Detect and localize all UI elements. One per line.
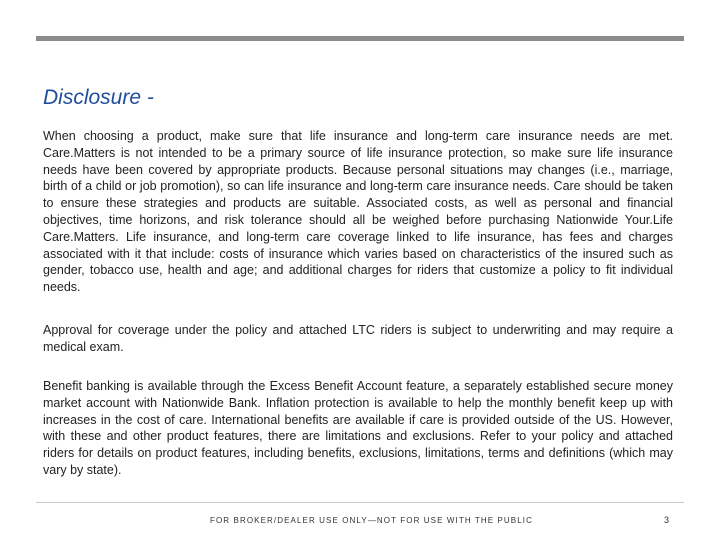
footer-disclaimer: FOR BROKER/DEALER USE ONLY—NOT FOR USE WITH THE PUBLIC [210, 516, 533, 525]
disclosure-paragraph-2: Approval for coverage under the policy and attached LTC riders is subject to underwriting and may require a medical exam. [43, 323, 673, 354]
page-number: 3 [664, 515, 670, 525]
disclosure-paragraph-3: Benefit banking is available through the Excess Benefit Account feature, a separately established secure money market account with Nationwide Bank. Inflation protection is available to help the monthly benefit keep up with increases in the cost of care. International benefits are available if care is provided outside of the US. However, with these and other product features, there are limitations and exclusions. Refer to your policy and attached riders for details on product features, including benefits, exclusions, limitations, terms and definitions (which may vary by state). [43, 379, 673, 477]
top-divider-bar [36, 36, 684, 41]
page-title: Disclosure - [43, 86, 154, 109]
footer-divider [36, 502, 684, 503]
disclosure-paragraph-1: When choosing a product, make sure that life insurance and long-term care insurance needs are met. Care.Matters is not intended to be a primary source of life insurance protection, so make sure life insurance needs have been covered by appropriate products. Because personal situations may changes (i.e., marriage, birth of a child or job promotion), so can life insurance and long-term care insurance needs. Care should be taken to ensure these strategies and products are suitable. Associated costs, as well as personal and financial objectives, time horizons, and risk tolerance should all be weighed before purchasing Nationwide Your.Life Care.Matters. Life insurance, and long-term care coverage linked to life insurance, has fees and charges associated with it that include: costs of insurance which varies based on characteristics of the insured such as gender, tobacco use, health and age; and additional charges for riders that customize a policy to fit individual needs. [43, 129, 673, 295]
